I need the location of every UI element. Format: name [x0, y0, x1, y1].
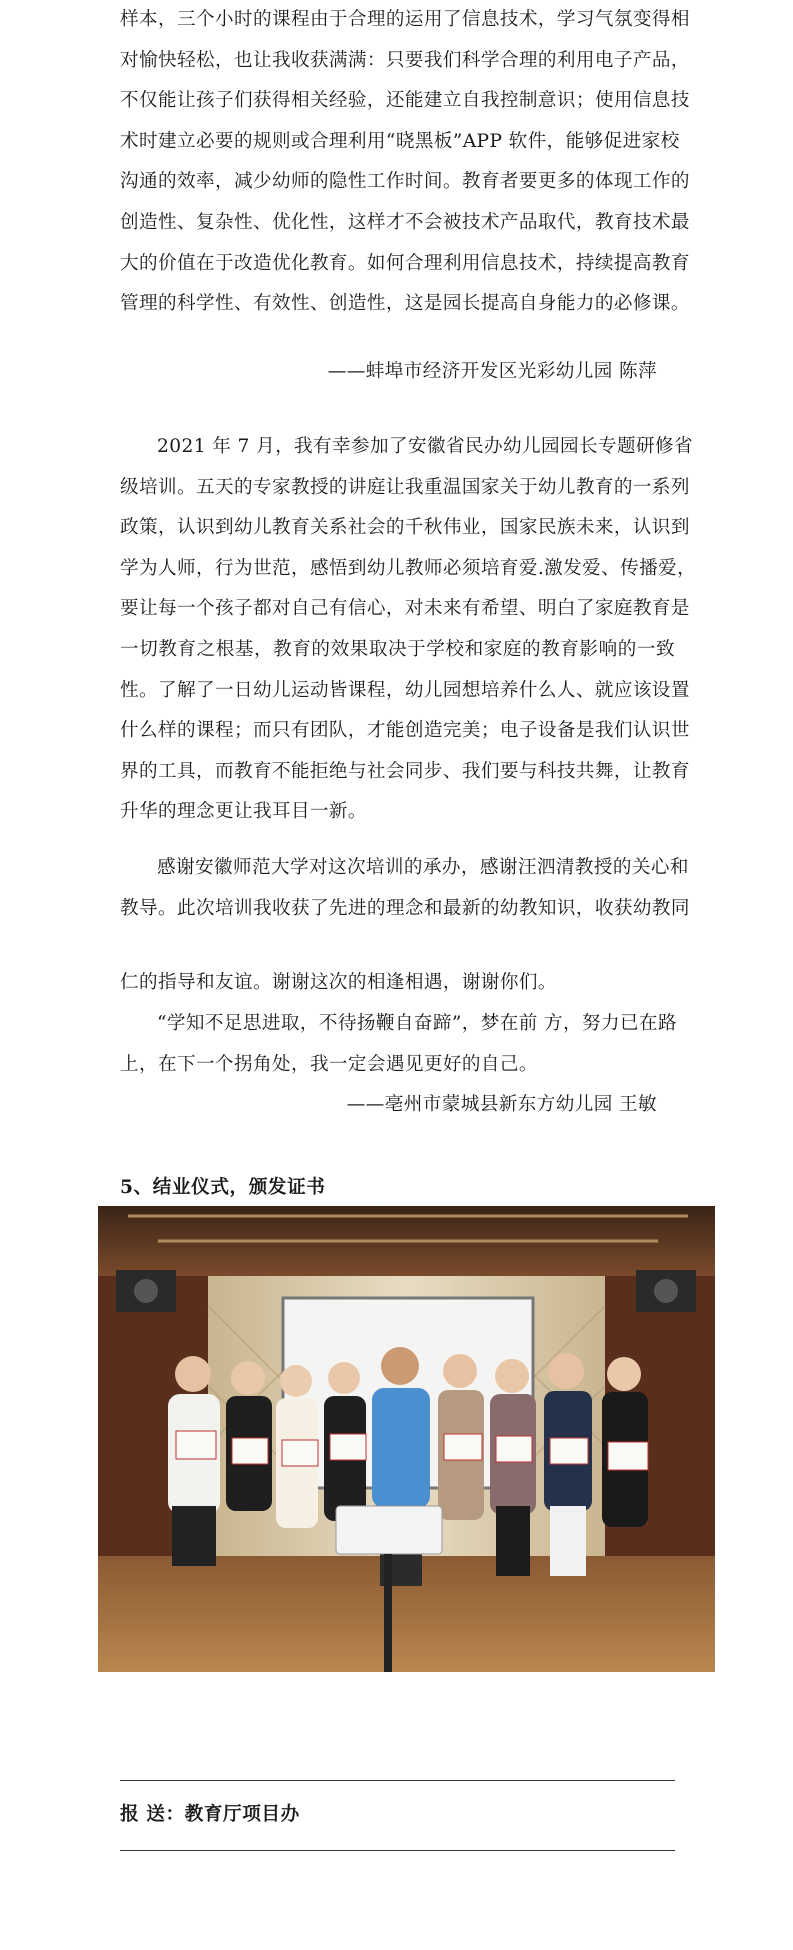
p2-line: 升华的理念更让我耳目一新。 [120, 801, 367, 823]
signature-chen-ping: ——蚌埠市经济开发区光彩幼儿园 陈萍 [327, 361, 657, 382]
footer-top-rule [120, 1780, 675, 1781]
p1-line: 管理的科学性、有效性、创造性，这是园长提高自身能力的必修课。 [120, 293, 690, 315]
p1-line: 沟通的效率，减少幼师的隐性工作时间。教育者要更多的体现工作的 [120, 171, 690, 193]
p1-line: 大的价值在于改造优化教育。如何合理利用信息技术，持续提高教育 [120, 252, 690, 274]
paragraph-1 [120, 0, 690, 325]
p2-line: 2021 年 7 月，我有幸参加了安徽省民办幼儿园园长专题研修省 [157, 436, 693, 457]
p2-line: 界的工具，而教育不能拒绝与社会同步、我们要与科技共舞，让教育 [120, 760, 690, 782]
p2-line: 要让每一个孩子都对自己有信心，对未来有希望、明白了家庭教育是 [120, 598, 690, 620]
p2-line: 一切教育之根基，教育的效果取决于学校和家庭的教育影响的一致 [120, 638, 675, 660]
p1-line: 样本，三个小时的课程由于合理的运用了信息技术，学习气氛变得相 [120, 9, 690, 30]
paragraph-3-tail [120, 963, 675, 1004]
paragraph-3 [120, 848, 690, 929]
p4-line: 上，在下一个拐角处，我一定会遇见更好的自己。 [120, 1053, 538, 1075]
footer-bottom-rule [120, 1850, 675, 1851]
p2-line: 性。了解了一日幼儿运动皆课程，幼儿园想培养什么人、就应该设置 [120, 679, 690, 701]
p2-line: 学为人师，行为世范，感悟到幼儿教师必须培育爱.激发爱、传播爱， [120, 557, 697, 579]
paragraph-2 [120, 427, 697, 833]
p1-line: 对愉快轻松，也让我收获满满：只要我们科学合理的利用电子产品， [120, 49, 690, 71]
signature-wang-min: ——亳州市蒙城县新东方幼儿园 王敏 [346, 1094, 657, 1115]
p4-line: “学知不足思进取，不待扬鞭自奋蹄”，梦在前 方，努力已在路 [157, 1013, 677, 1034]
p3-line: 教导。此次培训我收获了先进的理念和最新的幼教知识，收获幼教同 [120, 897, 690, 919]
p3-tail-line: 仁的指导和友谊。谢谢这次的相逢相遇，谢谢你们。 [120, 972, 557, 993]
p1-line: 不仅能让孩子们获得相关经验，还能建立自我控制意识；使用信息技 [120, 90, 690, 112]
p2-line: 级培训。五天的专家教授的讲庭让我重温国家关于幼儿教育的一系列 [120, 476, 690, 498]
p2-line: 什么样的课程；而只有团队，才能创造完美；电子设备是我们认识世 [120, 720, 690, 742]
section-heading: 5、结业仪式，颁发证书 [120, 1177, 326, 1198]
p1-line: 术时建立必要的规则或合理利用“晓黑板”APP 软件，能够促进家校 [120, 130, 680, 152]
p2-line: 政策，认识到幼儿教育关系社会的千秋伟业，国家民族未来，认识到 [120, 517, 690, 539]
p3-line: 感谢安徽师范大学对这次培训的承办，感谢汪泗清教授的关心和 [157, 857, 689, 878]
footer-distribution-label: 报 送：教育厅项目办 [120, 1804, 300, 1825]
group-photo [98, 1206, 715, 1672]
paragraph-4 [120, 1004, 675, 1085]
p1-line: 创造性、复杂性、优化性，这样才不会被技术产品取代，教育技术最 [120, 211, 690, 233]
